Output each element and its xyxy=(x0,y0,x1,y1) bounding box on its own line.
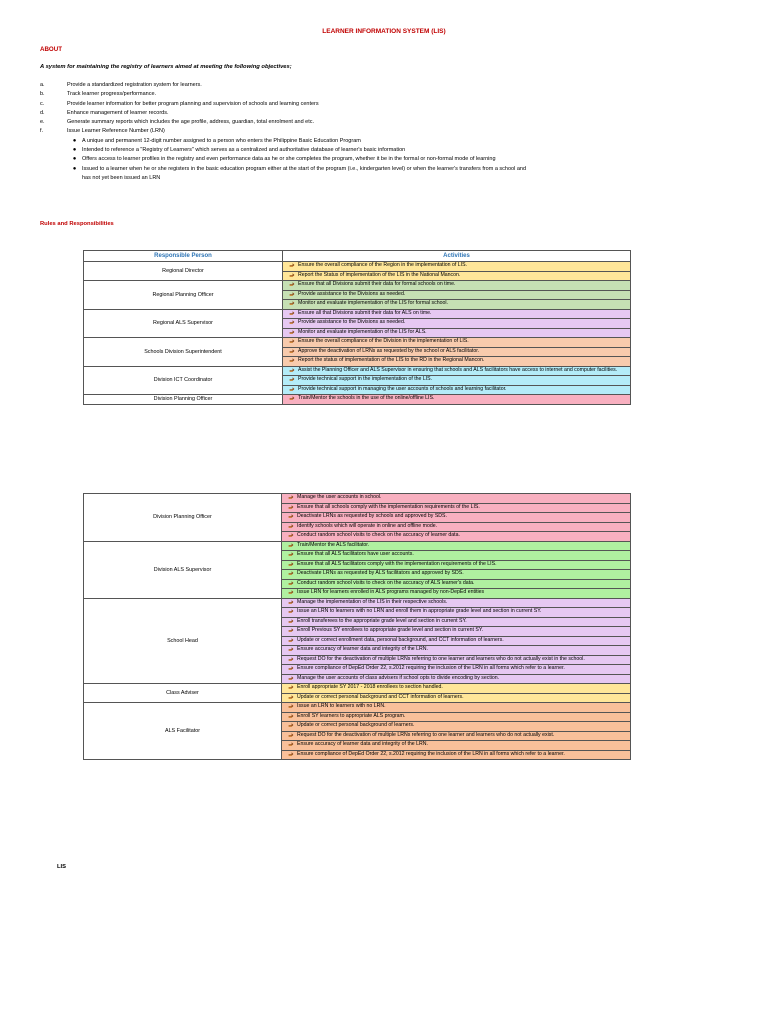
activity-text: Monitor and evaluate implementation of the LIS for ALS. xyxy=(298,328,427,335)
table-header-row xyxy=(84,251,631,262)
table-row xyxy=(84,309,631,319)
lrn-point xyxy=(40,165,700,174)
activity-text: Enroll appropriate SY 2017 - 2018 enrollees to section handled. xyxy=(297,684,443,691)
activity-text: Ensure the overall compliance of the Region in the implementation of LIS. xyxy=(298,262,467,269)
activity-text: Update or correct personal background and CCT information of learners. xyxy=(297,693,464,700)
rules-heading: Rules and Responsibilities xyxy=(40,221,114,227)
activity-cell xyxy=(283,319,631,329)
activity-text: Approve the deactivation of LRNs as requested by the school or ALS facilitator. xyxy=(298,347,480,354)
hand-pointer-icon xyxy=(285,504,297,512)
hand-pointer-icon xyxy=(286,395,298,403)
hand-pointer-icon xyxy=(285,542,297,550)
hand-pointer-icon xyxy=(285,675,297,683)
activity-cell xyxy=(283,309,631,319)
activity-text: Manage the implementation of the LIS in their respective schools. xyxy=(297,598,448,605)
activity-text: Provide assistance to the Divisions as needed. xyxy=(298,290,406,297)
table-row xyxy=(84,366,631,376)
activity-text: Ensure that all Divisions submit their data for formal schools on time. xyxy=(298,281,456,288)
table-row xyxy=(84,262,631,272)
table-row xyxy=(84,703,631,713)
lrn-point-text: Intended to reference a "Registry of Learners" which serves as a centralized and authoritative database of learner's basic information xyxy=(82,147,406,154)
hand-pointer-icon xyxy=(285,646,297,654)
hand-pointer-icon xyxy=(286,338,298,346)
activity-text: Monitor and evaluate implementation of the LIS for formal school. xyxy=(298,300,448,307)
responsible-person-cell: Division Planning Officer xyxy=(84,395,283,405)
responsible-person-cell: ALS Facilitator xyxy=(84,703,282,760)
activity-cell xyxy=(282,589,631,599)
hand-pointer-icon xyxy=(285,523,297,531)
activity-text: Ensure accuracy of learner data and integrity of the LRN. xyxy=(297,646,428,653)
table-row xyxy=(84,494,631,504)
activity-text: Ensure accuracy of learner data and integrity of the LRN. xyxy=(297,741,428,748)
lrn-point xyxy=(40,137,700,146)
activity-text: Ensure compliance of DepEd Order 22, s.2012 requiring the inclusion of the LRN in all forms which refer to a learner. xyxy=(297,665,565,672)
hand-pointer-icon xyxy=(285,732,297,740)
objective-label: d. xyxy=(40,109,45,116)
table-row xyxy=(84,598,631,608)
header-responsible-person: Responsible Person xyxy=(84,251,283,262)
activity-cell xyxy=(283,300,631,310)
activity-cell xyxy=(282,712,631,722)
objective-label: f. xyxy=(40,128,44,135)
objective-item xyxy=(40,100,700,109)
activity-cell xyxy=(282,684,631,694)
activity-cell xyxy=(282,570,631,580)
hand-pointer-icon xyxy=(286,300,298,308)
responsible-person-cell: Division ALS Supervisor xyxy=(84,541,282,598)
page-title: LEARNER INFORMATION SYSTEM (LIS) xyxy=(322,28,446,35)
responsible-person-cell: Regional ALS Supervisor xyxy=(84,309,283,338)
objective-text: Track learner progress/performance. xyxy=(67,91,157,98)
activity-cell xyxy=(282,617,631,627)
activity-text: Deactivate LRNs as requested by ALS facilitators and approved by SDS. xyxy=(297,570,464,577)
activity-text: Ensure that all ALS facilitators have user accounts. xyxy=(297,551,414,558)
activity-text: Ensure that all ALS facilitators comply with the implementation requirements of the LIS. xyxy=(297,560,497,567)
objectives-list xyxy=(40,81,700,183)
activity-cell xyxy=(282,665,631,675)
hand-pointer-icon xyxy=(286,272,298,280)
responsible-person-cell: School Head xyxy=(84,598,282,684)
hand-pointer-icon xyxy=(285,751,297,759)
objective-text: Generate summary reports which includes the age profile, address, guardian, total enrolment and etc. xyxy=(67,119,315,126)
hand-pointer-icon xyxy=(286,329,298,337)
activity-text: Report the Status of implementation of the LIS in the National Mancon. xyxy=(298,271,461,278)
activity-cell xyxy=(282,494,631,504)
footer-label: LIS xyxy=(57,864,67,870)
responsible-person-cell: Regional Planning Officer xyxy=(84,281,283,310)
lrn-point-text: A unique and permanent 12-digit number assigned to a person who enters the Philippine Basic Education Program xyxy=(82,137,361,144)
hand-pointer-icon xyxy=(285,656,297,664)
activity-cell xyxy=(283,347,631,357)
responsible-person-cell: Schools Division Superintendent xyxy=(84,338,283,367)
activity-text: Conduct random school visits to check on the accuracy of learner data. xyxy=(297,532,460,539)
activity-cell xyxy=(282,522,631,532)
activity-text: Update or correct personal background of learners. xyxy=(297,722,415,729)
responsible-person-cell: Division Planning Officer xyxy=(84,494,282,542)
activity-cell xyxy=(282,693,631,703)
hand-pointer-icon xyxy=(285,637,297,645)
responsible-person-cell: Class Adviser xyxy=(84,684,282,703)
hand-pointer-icon xyxy=(285,684,297,692)
activity-cell xyxy=(282,608,631,618)
hand-pointer-icon xyxy=(286,386,298,394)
hand-pointer-icon xyxy=(285,722,297,730)
hand-pointer-icon xyxy=(286,291,298,299)
activity-cell xyxy=(282,655,631,665)
lrn-point xyxy=(40,155,700,164)
lrn-point xyxy=(40,146,700,155)
lrn-point-text: Issued to a learner when he or she registers in the basic education program either at the start of the program (i.e., kindergarten level) or when the learner's transfers from a school and xyxy=(82,165,527,172)
hand-pointer-icon xyxy=(286,319,298,327)
bullet-dot-icon: ● xyxy=(72,156,77,163)
activity-cell xyxy=(282,598,631,608)
header-activities: Activities xyxy=(283,251,631,262)
responsible-person-cell: Division ICT Coordinator xyxy=(84,366,283,395)
responsibilities-table-2 xyxy=(83,493,631,760)
activity-cell xyxy=(282,722,631,732)
hand-pointer-icon xyxy=(286,262,298,270)
activity-text: Enroll transferees to the appropriate grade level and section in current SY. xyxy=(297,617,467,624)
table-row xyxy=(84,684,631,694)
hand-pointer-icon xyxy=(285,513,297,521)
hand-pointer-icon xyxy=(285,618,297,626)
hand-pointer-icon xyxy=(285,561,297,569)
activity-text: Manage the user accounts of class advisers if school opts to divide encoding by section. xyxy=(297,674,500,681)
activity-text: Request DO for the deactivation of multiple LRNs referring to one learner and learners who do not actually exist. xyxy=(297,731,555,738)
hand-pointer-icon xyxy=(285,627,297,635)
hand-pointer-icon xyxy=(285,741,297,749)
hand-pointer-icon xyxy=(286,310,298,318)
activity-cell xyxy=(282,703,631,713)
objective-item xyxy=(40,81,700,90)
activity-cell xyxy=(282,579,631,589)
activity-cell xyxy=(282,627,631,637)
activity-cell xyxy=(282,646,631,656)
activity-cell xyxy=(283,290,631,300)
activity-cell xyxy=(282,541,631,551)
activity-cell xyxy=(282,674,631,684)
activity-cell xyxy=(283,338,631,348)
table-row xyxy=(84,541,631,551)
activity-text: Identify schools which will operate in online and offline mode. xyxy=(297,522,438,529)
bullet-dot-icon: ● xyxy=(72,137,77,144)
objective-item xyxy=(40,118,700,127)
responsibilities-table-1 xyxy=(83,250,631,405)
activity-cell xyxy=(282,503,631,513)
hand-pointer-icon xyxy=(286,376,298,384)
activity-cell xyxy=(283,357,631,367)
activity-text: Issue an LRN to learners with no LRN. xyxy=(297,703,386,710)
activity-cell xyxy=(282,731,631,741)
lrn-point-text: has not yet been issued an LRN xyxy=(82,174,161,181)
activity-cell xyxy=(283,262,631,272)
hand-pointer-icon xyxy=(285,694,297,702)
bullet-dot-icon: ● xyxy=(72,147,77,154)
table-row xyxy=(84,281,631,291)
activity-text: Report the status of implementation of the LIS to the RD in the Regional Mancon. xyxy=(298,357,485,364)
activity-text: Issue an LRN to learners with no LRN and enroll them in appropriate grade level and section in current SY. xyxy=(297,608,542,615)
hand-pointer-icon xyxy=(286,367,298,375)
hand-pointer-icon xyxy=(285,580,297,588)
activity-text: Ensure compliance of DepEd Order 22, s.2012 requiring the inclusion of the LRN in all forms which refer to a learner. xyxy=(297,750,565,757)
activity-text: Train/Mentor the schools in the use of the online/offline LIS. xyxy=(298,395,435,402)
activity-text: Ensure that all schools comply with the implementation requirements of the LIS. xyxy=(297,503,480,510)
activity-text: Ensure all that Divisions submit their data for ALS on time. xyxy=(298,309,432,316)
objective-text: Issue Learner Reference Number (LRN) xyxy=(67,128,165,135)
objective-item xyxy=(40,90,700,99)
activity-cell xyxy=(283,281,631,291)
activity-cell xyxy=(282,636,631,646)
activity-text: Ensure the overall compliance of the Division in the implementation of LIS. xyxy=(298,338,469,345)
activity-text: Deactivate LRNs as requested by schools and approved by SDS. xyxy=(297,513,447,520)
objective-label: e. xyxy=(40,119,45,126)
activity-text: Request DO for the deactivation of multiple LRNs referring to one learner and learners who do not actually exist in the school. xyxy=(297,655,585,662)
about-heading: ABOUT xyxy=(40,46,62,53)
bullet-dot-icon: ● xyxy=(72,165,77,172)
activity-text: Issue LRN for learners enrolled in ALS programs managed by non-DepEd entities xyxy=(297,589,485,596)
hand-pointer-icon xyxy=(285,703,297,711)
table-row xyxy=(84,338,631,348)
activity-text: Provide assistance to the Divisions as needed. xyxy=(298,319,406,326)
objective-label: c. xyxy=(40,100,45,107)
hand-pointer-icon xyxy=(286,348,298,356)
activity-text: Train/Mentor the ALS facilitator. xyxy=(297,541,370,548)
activity-text: Enroll Previous SY enrollees to appropriate grade level and section in current SY. xyxy=(297,627,484,634)
hand-pointer-icon xyxy=(285,599,297,607)
activity-text: Update or correct enrollment data, personal background, and CCT information of learners. xyxy=(297,636,504,643)
activity-text: Conduct random school visits to check on the accuracy of ALS learner's data. xyxy=(297,579,475,586)
activity-cell xyxy=(283,376,631,386)
activity-cell xyxy=(283,395,631,405)
objective-label: b. xyxy=(40,91,45,98)
activity-cell xyxy=(282,513,631,523)
objective-label: a. xyxy=(40,82,45,88)
objective-item xyxy=(40,109,700,118)
activity-cell xyxy=(282,560,631,570)
hand-pointer-icon xyxy=(286,357,298,365)
hand-pointer-icon xyxy=(285,494,297,502)
activity-cell xyxy=(283,328,631,338)
responsible-person-cell: Regional Director xyxy=(84,262,283,281)
hand-pointer-icon xyxy=(285,532,297,540)
lrn-point-text: Offers access to learner profiles in the registry and even performance data as he or she completes the program, whether it be in the formal or non-formal mode of learning xyxy=(82,156,496,163)
activity-text: Enroll SY learners to appropriate ALS program. xyxy=(297,712,406,719)
hand-pointer-icon xyxy=(285,608,297,616)
activity-text: Provide technical support in managing the user accounts of schools and learning facilitator. xyxy=(298,385,507,392)
objective-text: Provide a standardized registration system for learners. xyxy=(67,82,202,88)
activity-cell xyxy=(283,366,631,376)
activity-cell xyxy=(282,750,631,760)
lrn-point-continued xyxy=(40,174,700,183)
activity-cell xyxy=(283,271,631,281)
objective-text: Enhance management of learner records. xyxy=(67,109,169,116)
activity-cell xyxy=(283,385,631,395)
objective-text: Provide learner information for better program planning and supervision of schools and learning centers xyxy=(67,100,319,107)
activity-cell xyxy=(282,532,631,542)
activity-cell xyxy=(282,741,631,751)
hand-pointer-icon xyxy=(286,281,298,289)
intro-text: A system for maintaining the registry of learners aimed at meeting the following objectives; xyxy=(40,64,292,70)
activity-text: Assist the Planning Officer and ALS Supervisor in ensuring that schools and ALS facilitators have access to internet and computer facilities. xyxy=(298,366,618,373)
activity-cell xyxy=(282,551,631,561)
activity-text: Provide technical support in the implementation of the LIS. xyxy=(298,376,433,383)
hand-pointer-icon xyxy=(285,570,297,578)
table-row xyxy=(84,395,631,405)
activity-text: Manage the user accounts in school. xyxy=(297,494,382,501)
hand-pointer-icon xyxy=(285,665,297,673)
hand-pointer-icon xyxy=(285,551,297,559)
hand-pointer-icon xyxy=(285,713,297,721)
hand-pointer-icon xyxy=(285,589,297,597)
objective-item xyxy=(40,127,700,136)
